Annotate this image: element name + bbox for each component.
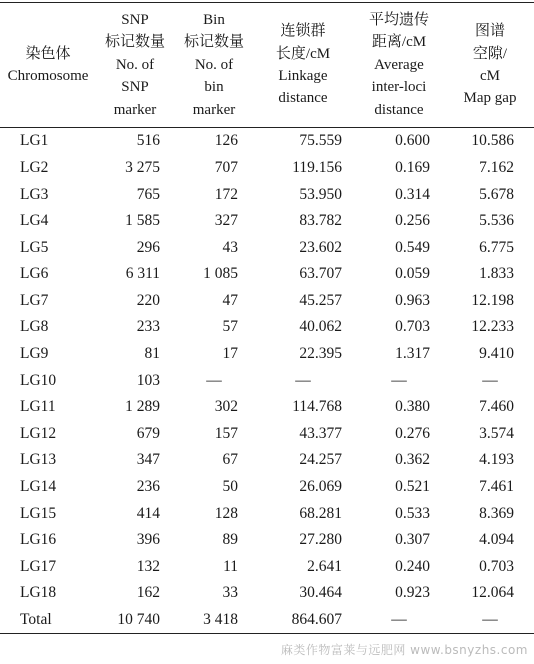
cell-bin-count: 47 xyxy=(222,291,238,309)
cell-linkage-distance: 26.069 xyxy=(299,478,342,496)
cell-bin-count: 11 xyxy=(223,557,238,575)
cell-map-gap: 12.233 xyxy=(471,318,514,336)
cell-bin-count: 57 xyxy=(222,318,238,336)
cell-average-distance: 0.276 xyxy=(395,424,430,442)
cell-chromosome: LG2 xyxy=(20,158,49,176)
cell-linkage-distance: 114.768 xyxy=(292,398,342,416)
cell-average-distance: 0.362 xyxy=(395,451,430,469)
cell-chromosome: LG14 xyxy=(20,478,57,496)
table-row xyxy=(0,580,534,607)
cell-map-gap: 4.193 xyxy=(479,451,514,469)
cell-snp-count: 233 xyxy=(136,318,160,336)
table-row xyxy=(0,128,534,155)
table-row xyxy=(0,234,534,261)
watermark: 麻类作物富莱与远肥网 www.bsnyzhs.com xyxy=(280,643,528,657)
cell-snp-count: 3 275 xyxy=(125,158,160,176)
cell-average-distance: 1.317 xyxy=(395,345,430,363)
cell-map-gap: 8.369 xyxy=(479,504,514,522)
cell-average-distance: 0.169 xyxy=(395,158,430,176)
cell-map-gap: — xyxy=(482,371,498,389)
cell-bin-count: 157 xyxy=(214,424,238,442)
cell-snp-count: 347 xyxy=(136,451,160,469)
cell-linkage-distance: 24.257 xyxy=(299,451,342,469)
cell-linkage-distance: 40.062 xyxy=(299,318,342,336)
cell-snp-count: 236 xyxy=(136,478,160,496)
cell-bin-count: 327 xyxy=(214,212,238,230)
cell-average-distance: 0.307 xyxy=(395,531,430,549)
cell-map-gap: 10.586 xyxy=(471,132,514,150)
cell-bin-count: 126 xyxy=(214,132,238,150)
cell-average-distance: 0.533 xyxy=(395,504,430,522)
cell-map-gap: 9.410 xyxy=(479,345,514,363)
cell-snp-count: 162 xyxy=(136,584,160,602)
cell-map-gap: 3.574 xyxy=(479,424,514,442)
cell-chromosome: LG10 xyxy=(20,371,57,389)
cell-average-distance: 0.256 xyxy=(395,212,430,230)
cell-map-gap: 7.461 xyxy=(479,478,514,496)
cell-bin-count: 50 xyxy=(222,478,238,496)
cell-snp-count: 1 585 xyxy=(125,212,160,230)
cell-bin-count: 89 xyxy=(222,531,238,549)
cell-chromosome: LG18 xyxy=(20,584,57,602)
cell-snp-count: 414 xyxy=(136,504,160,522)
cell-map-gap: 12.198 xyxy=(471,291,514,309)
cell-linkage-distance: 2.641 xyxy=(307,557,342,575)
cell-chromosome: LG13 xyxy=(20,451,57,469)
cell-linkage-distance: 63.707 xyxy=(299,265,342,283)
cell-bin-count: 33 xyxy=(222,584,238,602)
cell-chromosome: LG7 xyxy=(20,291,49,309)
cell-linkage-distance: 119.156 xyxy=(292,158,342,176)
table-header xyxy=(0,3,534,128)
cell-average-distance: 0.549 xyxy=(395,238,430,256)
cell-snp-count: 396 xyxy=(136,531,160,549)
cell-linkage-distance: — xyxy=(295,371,311,389)
table-row xyxy=(0,181,534,208)
cell-map-gap: — xyxy=(446,607,534,634)
cell-snp-count: 10 740 xyxy=(96,607,174,634)
cell-map-gap: 5.536 xyxy=(479,212,514,230)
cell-average-distance: 0.240 xyxy=(395,557,430,575)
cell-average-distance: 0.314 xyxy=(395,185,430,203)
header-bin-count: Bin 标记数量 No. of bin marker xyxy=(174,3,254,128)
table-row xyxy=(0,367,534,394)
cell-bin-count: 172 xyxy=(214,185,238,203)
cell-map-gap: 0.703 xyxy=(479,557,514,575)
header-linkage-distance: 连锁群 长度/cM Linkage distance xyxy=(254,3,352,128)
header-map-gap: 图谱 空隙/ cM Map gap xyxy=(446,3,534,128)
cell-map-gap: 12.064 xyxy=(471,584,514,602)
table-row xyxy=(0,155,534,182)
cell-average-distance: 0.059 xyxy=(395,265,430,283)
cell-chromosome: LG8 xyxy=(20,318,49,336)
cell-snp-count: 81 xyxy=(144,345,160,363)
cell-snp-count: 765 xyxy=(136,185,160,203)
cell-chromosome: LG15 xyxy=(20,504,57,522)
cell-map-gap: 1.833 xyxy=(479,265,514,283)
cell-chromosome: LG9 xyxy=(20,345,49,363)
cell-linkage-distance: 68.281 xyxy=(299,504,342,522)
cell-average-distance: — xyxy=(352,607,446,634)
cell-linkage-distance: 23.602 xyxy=(299,238,342,256)
cell-linkage-distance: 27.280 xyxy=(299,531,342,549)
cell-linkage-distance: 45.257 xyxy=(299,291,342,309)
cell-bin-count: 3 418 xyxy=(174,607,254,634)
cell-average-distance: — xyxy=(391,371,407,389)
cell-map-gap: 7.460 xyxy=(479,398,514,416)
cell-linkage-distance: 75.559 xyxy=(299,132,342,150)
table-row xyxy=(0,527,534,554)
table-row xyxy=(0,474,534,501)
cell-chromosome: LG16 xyxy=(20,531,57,549)
cell-chromosome: LG3 xyxy=(20,185,49,203)
header-average-distance: 平均遗传 距离/cM Average inter-loci distance xyxy=(352,3,446,128)
cell-chromosome: LG6 xyxy=(20,265,49,283)
header-chromosome: 染色体 Chromosome xyxy=(0,3,96,128)
cell-map-gap: 6.775 xyxy=(479,238,514,256)
cell-linkage-distance: 53.950 xyxy=(299,185,342,203)
cell-bin-count: — xyxy=(206,371,222,389)
table-row xyxy=(0,288,534,315)
table-row xyxy=(0,208,534,235)
cell-chromosome: LG5 xyxy=(20,238,49,256)
cell-bin-count: 67 xyxy=(222,451,238,469)
cell-bin-count: 128 xyxy=(214,504,238,522)
cell-average-distance: 0.703 xyxy=(395,318,430,336)
cell-linkage-distance: 43.377 xyxy=(299,424,342,442)
cell-bin-count: 302 xyxy=(214,398,238,416)
table-row xyxy=(0,421,534,448)
table-row xyxy=(0,261,534,288)
header-snp-count: SNP 标记数量 No. of SNP marker xyxy=(96,3,174,128)
cell-map-gap: 7.162 xyxy=(479,158,514,176)
cell-chromosome: Total xyxy=(0,607,96,634)
cell-bin-count: 43 xyxy=(222,238,238,256)
cell-chromosome: LG1 xyxy=(20,132,49,150)
cell-average-distance: 0.521 xyxy=(395,478,430,496)
cell-linkage-distance: 22.395 xyxy=(299,345,342,363)
cell-bin-count: 707 xyxy=(214,158,238,176)
cell-linkage-distance: 83.782 xyxy=(299,212,342,230)
cell-snp-count: 132 xyxy=(136,557,160,575)
cell-chromosome: LG17 xyxy=(20,557,57,575)
cell-chromosome: LG12 xyxy=(20,424,57,442)
cell-linkage-distance: 864.607 xyxy=(254,607,352,634)
cell-average-distance: 0.600 xyxy=(395,132,430,150)
cell-average-distance: 0.963 xyxy=(395,291,430,309)
cell-average-distance: 0.923 xyxy=(395,584,430,602)
cell-snp-count: 516 xyxy=(136,132,160,150)
total-row xyxy=(0,607,534,634)
cell-linkage-distance: 30.464 xyxy=(299,584,342,602)
table-row xyxy=(0,341,534,368)
table-row xyxy=(0,314,534,341)
cell-snp-count: 103 xyxy=(136,371,160,389)
table-row xyxy=(0,394,534,421)
cell-map-gap: 4.094 xyxy=(479,531,514,549)
table-row xyxy=(0,554,534,581)
cell-chromosome: LG4 xyxy=(20,212,49,230)
table-row xyxy=(0,500,534,527)
cell-snp-count: 296 xyxy=(136,238,160,256)
table-row xyxy=(0,447,534,474)
linkage-map-table xyxy=(0,2,534,634)
cell-average-distance: 0.380 xyxy=(395,398,430,416)
cell-snp-count: 679 xyxy=(136,424,160,442)
cell-snp-count: 6 311 xyxy=(125,265,160,283)
cell-snp-count: 220 xyxy=(136,291,160,309)
cell-snp-count: 1 289 xyxy=(125,398,160,416)
table-body xyxy=(0,128,534,634)
cell-bin-count: 1 085 xyxy=(203,265,238,283)
cell-bin-count: 17 xyxy=(222,345,238,363)
cell-chromosome: LG11 xyxy=(20,398,56,416)
cell-map-gap: 5.678 xyxy=(479,185,514,203)
